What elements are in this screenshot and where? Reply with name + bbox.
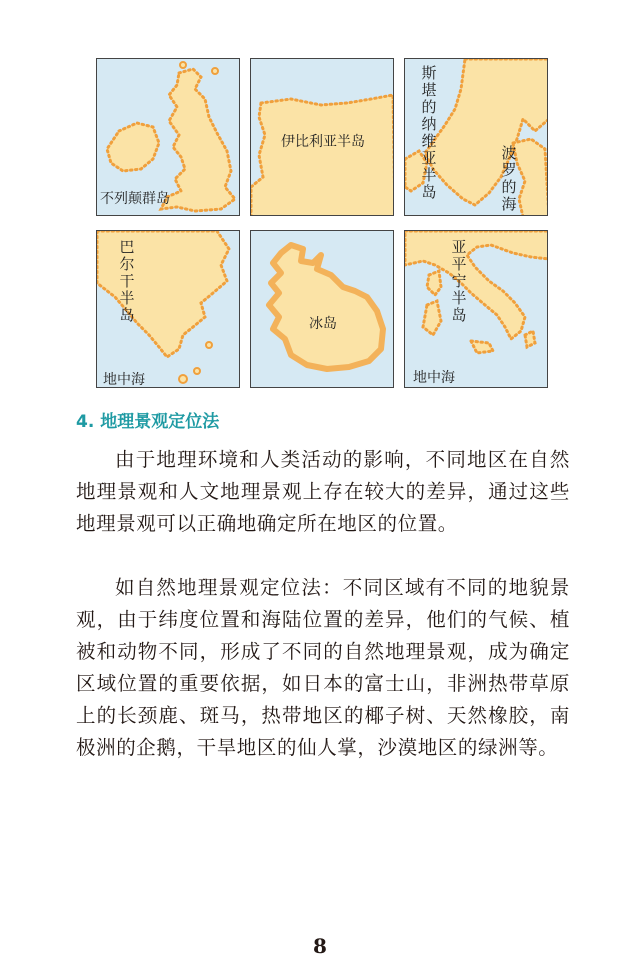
map-apennine-peninsula (404, 230, 548, 388)
label-scandinavian: 斯堪的纳维亚半岛 (421, 64, 437, 201)
paragraph-1: 由于地理环境和人类活动的影响，不同地区在自然地理景观和人文地理景观上存在较大的差异，通过这些地理景观可以正确地确定所在地区的位置。 (76, 448, 570, 535)
map-scandinavian-peninsula (404, 58, 548, 216)
map-iberian-peninsula (250, 58, 394, 216)
paragraph-2: 如自然地理景观定位法：不同区域有不同的地貌景观，由于纬度位置和海陆位置的差异，他们的气候、植被和动物不同，形成了不同的自然地理景观，成为确定区域位置的重要依据，如日本的富士山，非洲热带草原上的长颈鹿、斑马，热带地区的椰子树、天然橡胶，南极洲的企鹅，干旱地区的仙人掌，沙漠地区的绿洲等。 (76, 576, 570, 759)
label-balkan: 巴尔干半岛 (119, 238, 135, 324)
label-iceland: 冰岛 (309, 316, 337, 332)
label-british-isles: 不列颠群岛 (100, 191, 170, 207)
section-title: 4. 地理景观定位法 (76, 412, 220, 432)
label-baltic-sea: 波罗的海 (501, 144, 517, 213)
iceland-shape (251, 231, 394, 388)
map-british-isles (96, 58, 240, 216)
label-mediterranean-1: 地中海 (103, 372, 145, 388)
label-mediterranean-2: 地中海 (413, 370, 455, 386)
map-balkan-peninsula (96, 230, 240, 388)
map-iceland (250, 230, 394, 388)
label-iberian: 伊比利亚半岛 (281, 134, 365, 150)
map-grid (96, 58, 552, 391)
label-apennine: 亚平宁半岛 (451, 238, 467, 324)
apennine-shape (405, 231, 548, 388)
page-number: 8 (313, 934, 327, 958)
